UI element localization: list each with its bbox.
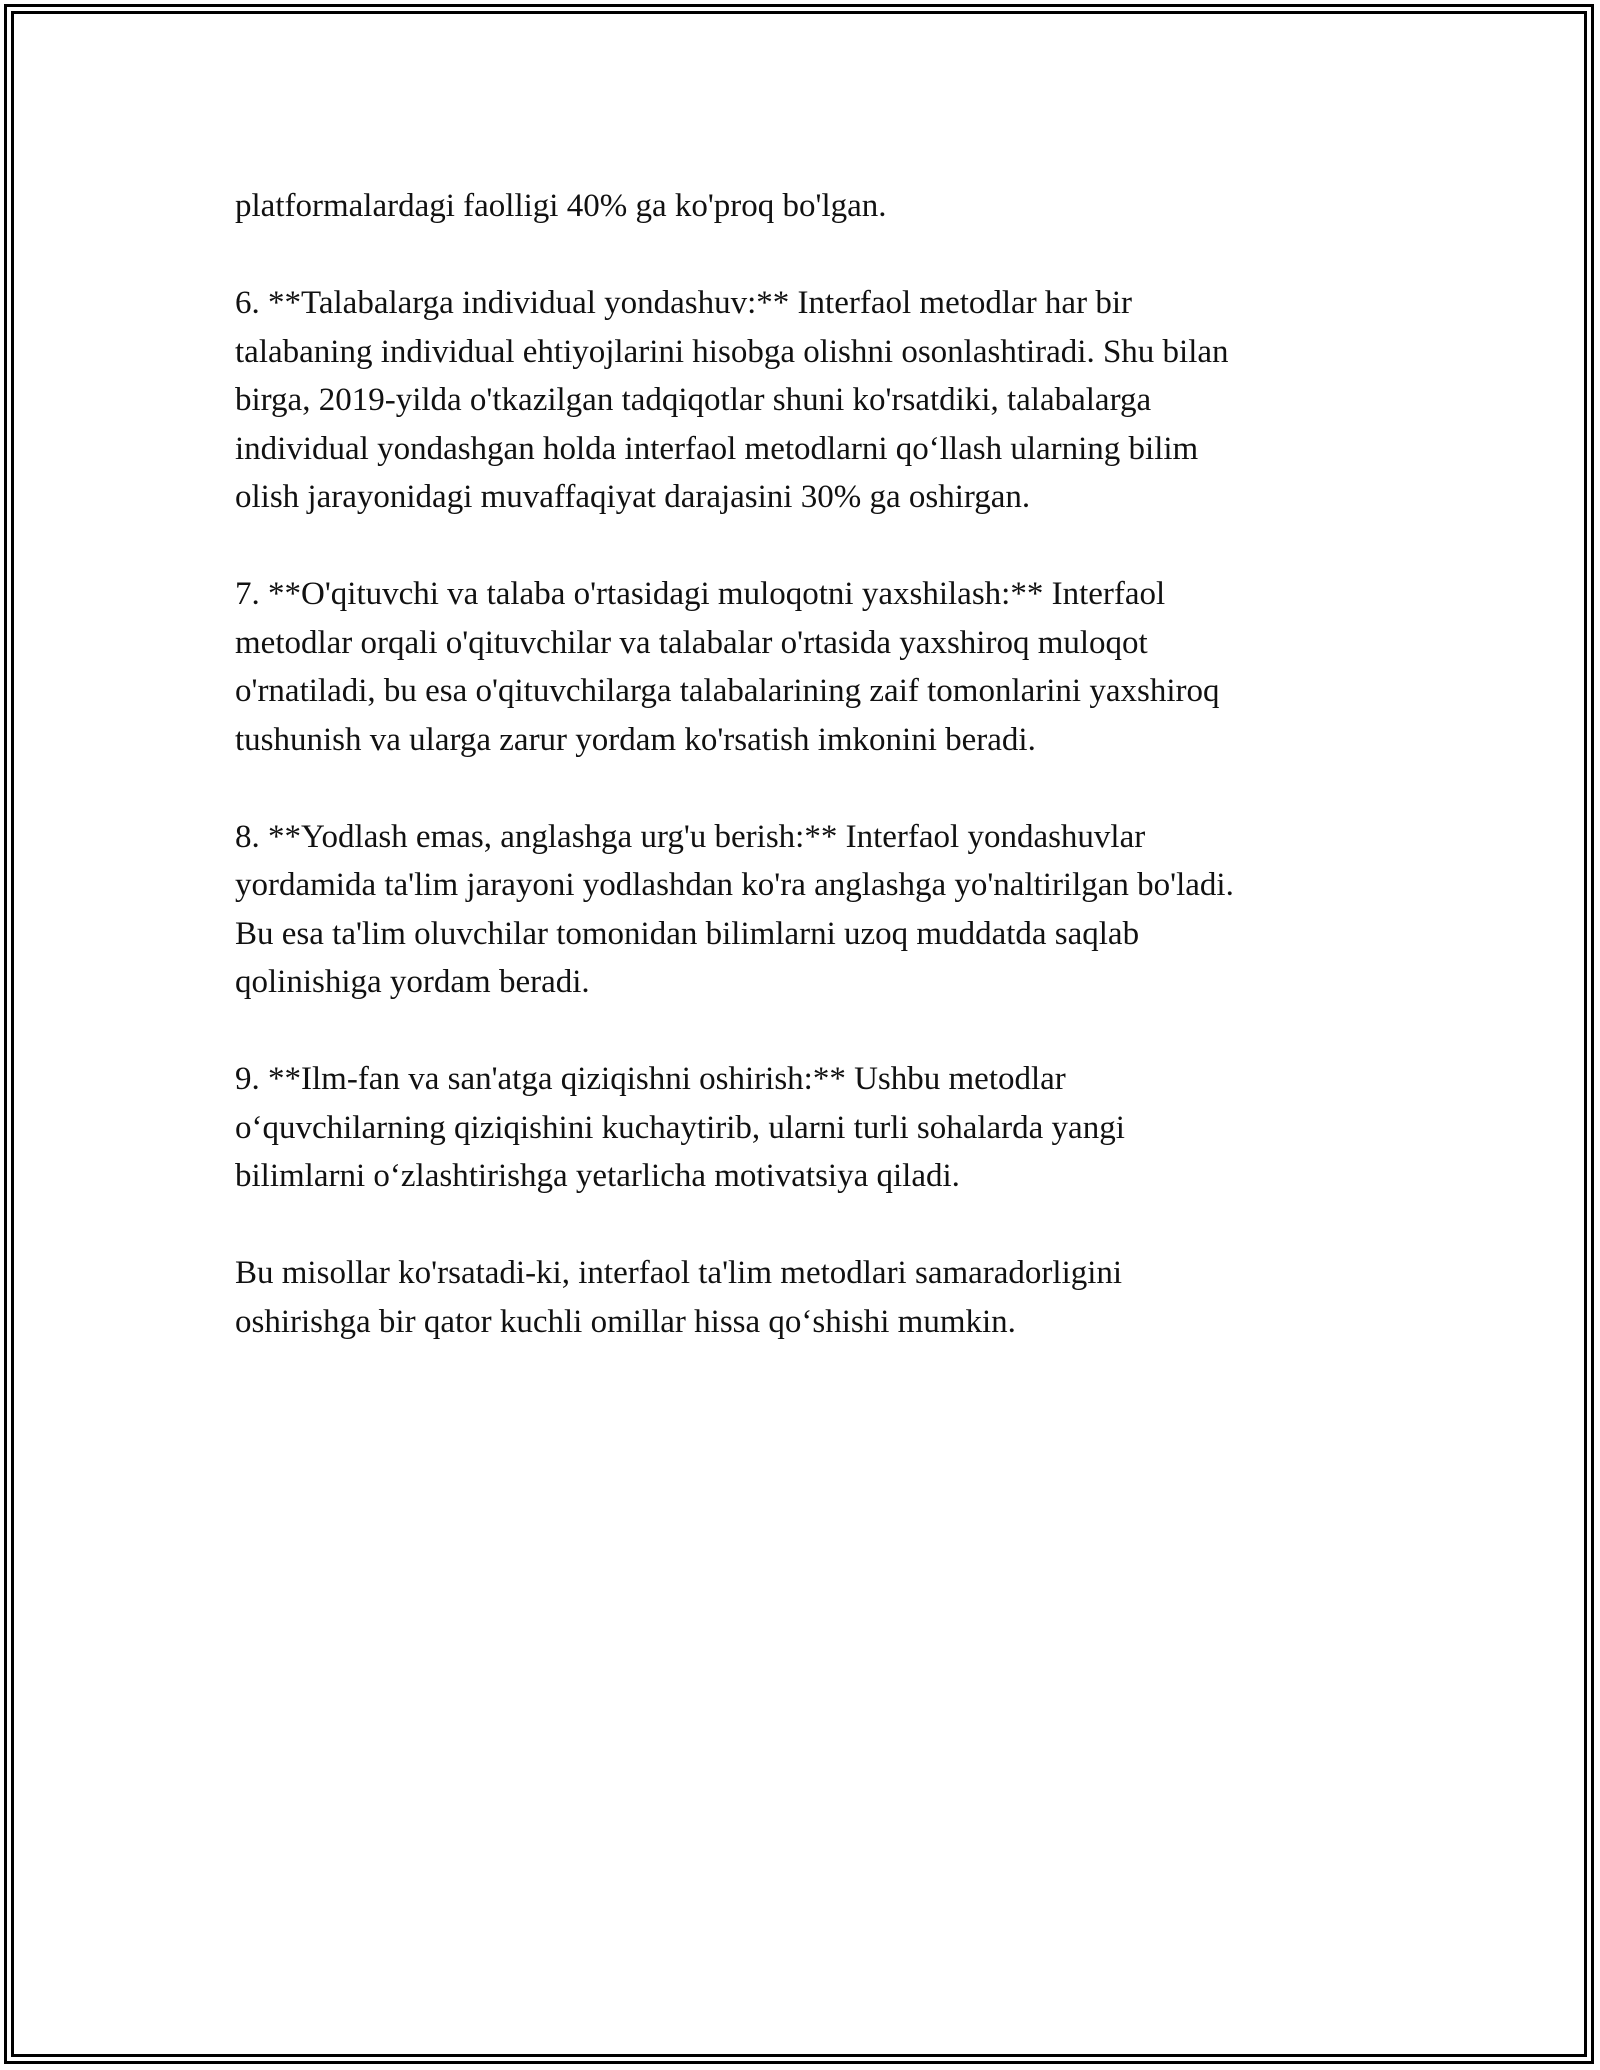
text-line: 9. **Ilm-fan va san'atga qiziqishni oshirish:** Ushbu metodlar bbox=[235, 1061, 1066, 1097]
text-line: 6. **Talabalarga individual yondashuv:** Interfaol metodlar har bir bbox=[235, 285, 1132, 321]
text-line: individual yondashgan holda interfaol metodlarni qo‘llash ularning bilim bbox=[235, 430, 1199, 467]
text-line: metodlar orqali o'qituvchilar va talabalar o'rtasida yaxshiroq muloqot bbox=[235, 624, 1148, 661]
paragraph-item-9 bbox=[235, 1055, 1365, 1201]
paragraph-item-6 bbox=[235, 279, 1365, 522]
text-line: oshirishga bir qator kuchli omillar hissa qo‘shishi mumkin. bbox=[235, 1303, 1016, 1340]
text-line: yordamida ta'lim jarayoni yodlashdan ko'ra anglashga yo'naltirilgan bo'ladi. bbox=[235, 867, 1234, 903]
text-line: o'rnatiladi, bu esa o'qituvchilarga talabalarining zaif tomonlarini yaxshiroq bbox=[235, 673, 1220, 709]
paragraph-item-8 bbox=[235, 813, 1365, 1007]
paragraph-conclusion bbox=[235, 1249, 1365, 1346]
text-line: Bu esa ta'lim oluvchilar tomonidan bilimlarni uzoq muddatda saqlab bbox=[235, 915, 1140, 952]
text-line: talabaning individual ehtiyojlarini hisobga olishni osonlashtiradi. Shu bilan bbox=[235, 333, 1229, 370]
text-line: 8. **Yodlash emas, anglashga urg'u berish:** Interfaol yondashuvlar bbox=[235, 818, 1146, 855]
document-body bbox=[235, 182, 1365, 1346]
text-line: tushunish va ularga zarur yordam ko'rsatish imkonini beradi. bbox=[235, 721, 1036, 758]
text-line: olish jarayonidagi muvaffaqiyat darajasini 30% ga oshirgan. bbox=[235, 479, 1031, 515]
paragraph-item-7 bbox=[235, 570, 1365, 764]
text-line: Bu misollar ko'rsatadi-ki, interfaol ta'lim metodlari samaradorligini bbox=[235, 1255, 1123, 1291]
text-line: o‘quvchilarning qiziqishini kuchaytirib, ularni turli sohalarda yangi bbox=[235, 1109, 1125, 1146]
text-line: platformalardagi faolligi 40% ga ko'proq bo'lgan. bbox=[235, 188, 887, 224]
text-line: 7. **O'qituvchi va talaba o'rtasidagi muloqotni yaxshilash:** Interfaol bbox=[235, 576, 1166, 612]
paragraph-continuation bbox=[235, 182, 1365, 231]
text-line: qolinishiga yordam beradi. bbox=[235, 964, 590, 1000]
text-line: bilimlarni o‘zlashtirishga yetarlicha motivatsiya qiladi. bbox=[235, 1158, 960, 1194]
text-line: birga, 2019-yilda o'tkazilgan tadqiqotlar shuni ko'rsatdiki, talabalarga bbox=[235, 382, 1152, 418]
